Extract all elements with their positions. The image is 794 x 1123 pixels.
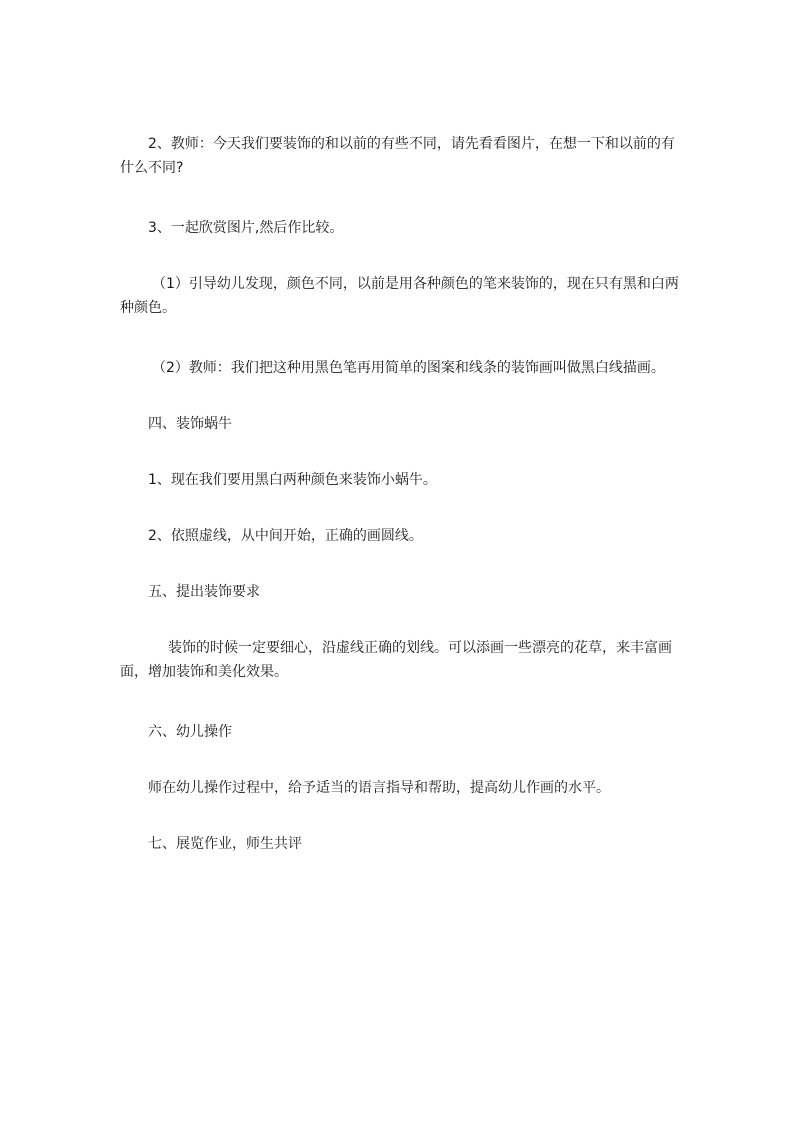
paragraph-decorate-snail-1: 1、现在我们要用黑白两种颜色来装饰小蜗牛。 [148,472,437,488]
section-heading-requirements: 五、提出装饰要求 [148,584,260,600]
section-heading-exhibition: 七、展览作业，师生共评 [148,836,302,852]
section-heading-decorate-snail: 四、装饰蜗牛 [148,416,232,432]
section-heading-child-operation: 六、幼儿操作 [148,724,232,740]
paragraph-requirements: 装饰的时候一定要细心，沿虚线正确的划线。可以添画一些漂亮的花草，来丰富画面，增加装饰和美化效果。 [120,640,672,680]
paragraph-appreciate-pictures: 3、一起欣赏图片,然后作比较。 [148,220,344,236]
paragraph-teacher-intro: 2、教师：今天我们要装饰的和以前的有些不同，请先看看图片，在想一下和以前的有什么不同? [120,136,675,176]
paragraph-child-operation: 师在幼儿操作过程中，给予适当的语言指导和帮助，提高幼儿作画的水平。 [148,780,610,796]
paragraph-guide-discovery: （1）引导幼儿发现，颜色不同，以前是用各种颜色的笔来装饰的，现在只有黑和白两种颜色。 [120,276,679,316]
paragraph-teacher-definition: （2）教师：我们把这种用黑色笔再用简单的图案和线条的装饰画叫做黑白线描画。 [152,360,665,376]
paragraph-decorate-snail-2: 2、依照虚线，从中间开始，正确的画圆线。 [148,528,423,544]
